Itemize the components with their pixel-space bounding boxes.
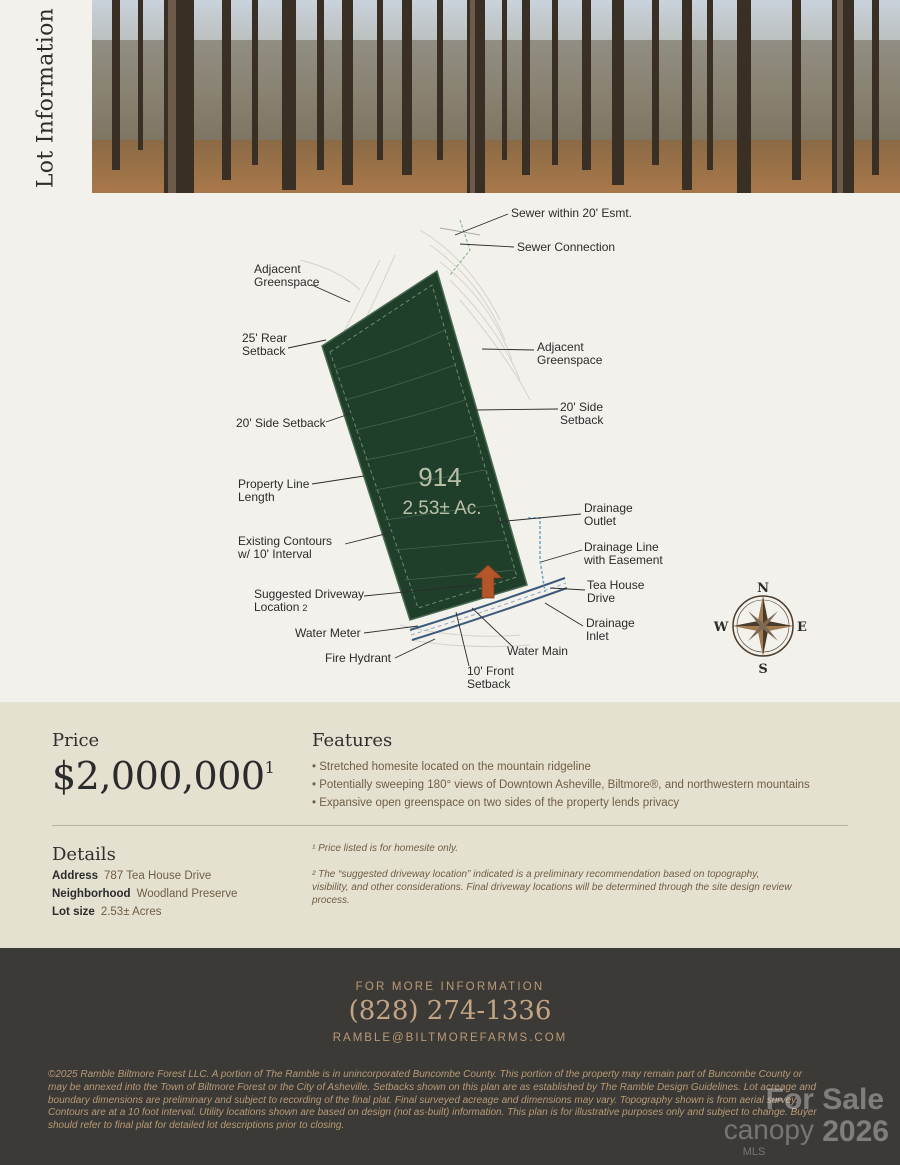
mls-watermark [634, 1069, 894, 1159]
label-water-meter: Water Meter [295, 626, 361, 640]
feature-item: • Stretched homesite located on the mountain ridgeline [312, 758, 810, 776]
feature-item: • Expansive open greenspace on two sides of the property lends privacy [312, 794, 810, 812]
lot-plan [0, 196, 900, 702]
lot-acreage: 2.53± Ac. [402, 498, 482, 519]
legal-disclaimer: ©2025 Ramble Biltmore Forest LLC. A portion of The Ramble is in unincorporated Buncombe County. This portion of the property may remain part of Buncombe County or may be annexed into the Town of Biltmore Forest or the City of Asheville. Setbacks shown on this plan are as established by The Ramble Design Guidelines. Lot acreage and boundary dimensions are preliminary and subject to recording of the final plat. Final surveyed acreage and dimensions may vary. Topography shown is from aerial survey. Contours are at a 10 foot interval. Utility locations shown are based on design (not as-built) information. This plan is for illustrative purposes only and subject to change. Buyer should refer to final plat for detailed lot descriptions prior to closing. [48, 1069, 817, 1132]
label-drainage-outlet-2: Outlet [584, 514, 617, 528]
watermark-line3: MLS [742, 1146, 766, 1158]
label-suggested-driveway-1: Suggested Driveway [254, 587, 365, 601]
label-adjacent-greenspace-right-1: Adjacent [537, 340, 584, 354]
label-rear-setback-1: 25' Rear [242, 331, 287, 345]
lot-info-section [0, 702, 900, 948]
label-water-main: Water Main [507, 644, 568, 658]
lot-size-label: Lot size [52, 906, 95, 918]
label-side-setback-right-2: Setback [560, 413, 604, 427]
watermark-line2: canopy [723, 1114, 814, 1145]
compass-n: N [757, 581, 769, 596]
label-suggested-driveway-2: Location [254, 600, 300, 614]
features-label: Features [312, 730, 393, 751]
label-drainage-outlet-1: Drainage [584, 501, 633, 515]
price-value-wrap [52, 754, 274, 798]
compass-rose-icon [713, 581, 807, 677]
lot-number: 914 [418, 462, 462, 492]
feature-item: • Potentially sweeping 180° views of Downtown Asheville, Biltmore®, and northwestern mountains [312, 776, 810, 794]
label-property-line-2: Length [238, 490, 275, 504]
lot-polygon [322, 271, 527, 620]
contact-heading: FOR MORE INFORMATION [355, 981, 545, 993]
compass-w: W [713, 620, 729, 635]
details-label: Details [52, 844, 116, 865]
label-front-setback-1: 10' Front [467, 664, 514, 678]
contact-footer [0, 948, 900, 1165]
price-label: Price [52, 730, 100, 751]
contact-phone[interactable]: (828) 274-1336 [348, 996, 552, 1026]
label-drainage-line-2: with Easement [584, 553, 663, 567]
label-existing-contours-2: w/ 10' Interval [238, 547, 312, 561]
label-tea-house-drive-1: Tea House [587, 578, 645, 592]
label-drainage-line-1: Drainage Line [584, 540, 659, 554]
label-adjacent-greenspace-right-2: Greenspace [537, 353, 603, 367]
watermark-line1: For Sale [765, 1083, 884, 1116]
label-side-setback-right-1: 20' Side [560, 400, 603, 414]
label-drainage-inlet-1: Drainage [586, 616, 635, 630]
page-title-container [0, 0, 92, 196]
details-lot-size-row [52, 906, 161, 918]
label-side-setback-left: 20' Side Setback [236, 416, 326, 430]
neighborhood-label: Neighborhood [52, 888, 131, 900]
compass-e: E [797, 620, 807, 635]
label-existing-contours-1: Existing Contours [238, 534, 333, 548]
label-front-setback-2: Setback [467, 677, 511, 691]
footnote-price: ¹ Price listed is for homesite only. [312, 843, 458, 854]
footnote-driveway: ² The “suggested driveway location” indicated is a preliminary recommendation based on topography, visibility, and other considerations. Final driveway locations will be determined through the site design review process. [312, 869, 792, 906]
label-tea-house-drive-2: Drive [587, 591, 616, 605]
compass-s: S [758, 662, 768, 677]
label-sewer-connection: Sewer Connection [517, 240, 616, 254]
address-value: 787 Tea House Drive [104, 870, 212, 882]
hero-forest-photo [92, 0, 900, 193]
label-suggested-driveway-note: 2 [302, 603, 308, 613]
features-list [312, 758, 810, 812]
address-label: Address [52, 870, 99, 882]
label-sewer-easement: Sewer within 20' Esmt. [511, 206, 633, 220]
label-drainage-inlet-2: Inlet [586, 629, 609, 643]
price-footnote-mark: 1 [264, 758, 275, 777]
label-suggested-driveway-2-wrap [254, 600, 307, 614]
page-title: Lot Information [33, 7, 59, 189]
watermark-year: 2026 [822, 1115, 889, 1148]
price-value: $2,000,000 [52, 754, 265, 798]
label-adjacent-greenspace-left-1: Adjacent [254, 262, 301, 276]
details-address-row [52, 870, 211, 882]
lot-size-value: 2.53± Acres [100, 906, 162, 918]
label-adjacent-greenspace-left-2: Greenspace [254, 275, 320, 289]
contact-email[interactable]: RAMBLE@BILTMOREFARMS.COM [332, 1032, 568, 1044]
label-rear-setback-2: Setback [242, 344, 286, 358]
section-divider [52, 825, 848, 826]
details-neighborhood-row [52, 888, 237, 900]
neighborhood-value: Woodland Preserve [136, 888, 238, 900]
label-property-line-1: Property Line [238, 477, 310, 491]
label-fire-hydrant: Fire Hydrant [325, 651, 392, 665]
